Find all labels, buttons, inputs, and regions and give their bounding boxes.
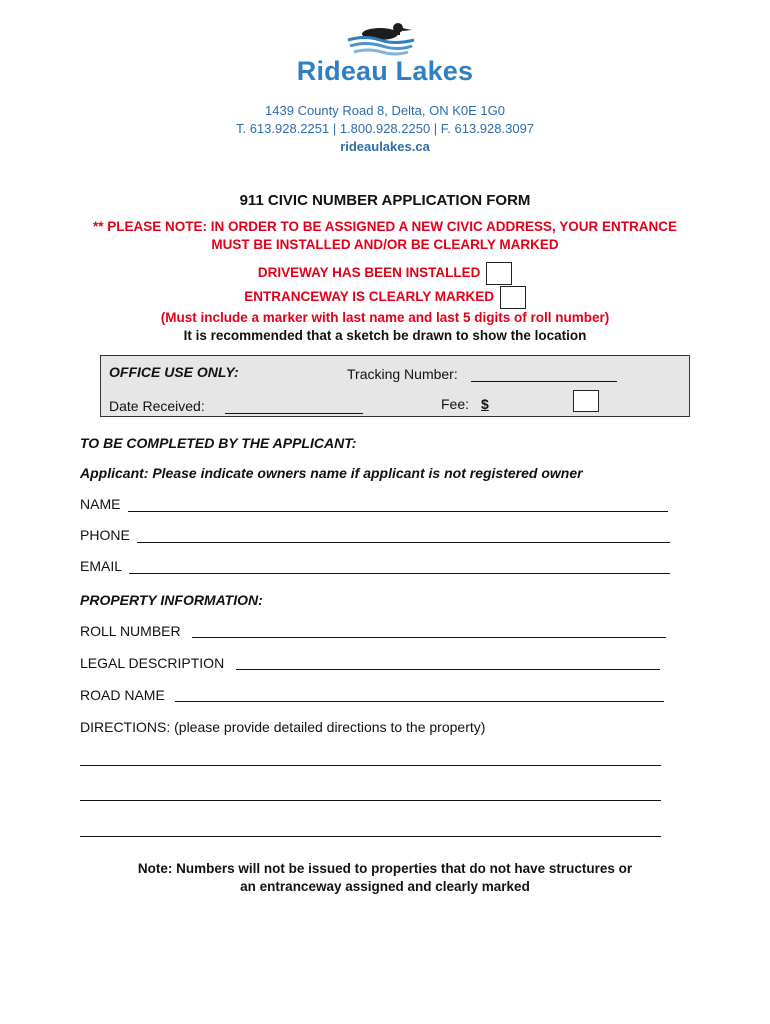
roll-number-label: ROLL NUMBER xyxy=(80,623,181,639)
phone-numbers: T. 613.928.2251 | 1.800.928.2250 | F. 613.928.3097 xyxy=(235,121,535,136)
office-use-title: OFFICE USE ONLY: xyxy=(109,364,239,380)
marker-note: (Must include a marker with last name and last 5 digits of roll number) xyxy=(160,310,610,325)
website-link[interactable]: rideaulakes.ca xyxy=(340,139,430,154)
phone-field[interactable] xyxy=(137,541,670,543)
directions-line-2[interactable] xyxy=(80,799,661,801)
email-field[interactable] xyxy=(129,572,670,574)
roll-number-field[interactable] xyxy=(192,636,666,638)
footer-note-line1: Note: Numbers will not be issued to properties that do not have structures or xyxy=(137,861,633,876)
property-section-title: PROPERTY INFORMATION: xyxy=(80,592,263,608)
fee-label: Fee: xyxy=(441,396,470,412)
applicant-instruction: Applicant: Please indicate owners name if applicant is not registered owner xyxy=(80,465,583,481)
applicant-section-title: TO BE COMPLETED BY THE APPLICANT: xyxy=(80,435,357,451)
form-title: 911 CIVIC NUMBER APPLICATION FORM xyxy=(239,192,531,209)
sketch-recommendation: It is recommended that a sketch be drawn to show the location xyxy=(183,328,587,343)
tracking-number-field[interactable] xyxy=(471,380,617,382)
loon-on-water-icon xyxy=(340,20,420,60)
legal-description-field[interactable] xyxy=(236,668,660,670)
office-use-box xyxy=(100,355,690,417)
fee-checkbox[interactable] xyxy=(573,390,599,412)
directions-label: DIRECTIONS: (please provide detailed directions to the property) xyxy=(80,719,486,735)
driveway-checkbox[interactable] xyxy=(486,262,512,285)
tracking-number-label: Tracking Number: xyxy=(347,366,458,382)
directions-line-3[interactable] xyxy=(80,835,661,837)
date-received-label: Date Received: xyxy=(109,398,205,414)
footer-note-line2: an entranceway assigned and clearly marked xyxy=(240,879,530,894)
entranceway-label: ENTRANCEWAY IS CLEARLY MARKED xyxy=(244,289,495,305)
directions-line-1[interactable] xyxy=(80,764,661,766)
road-name-field[interactable] xyxy=(175,700,664,702)
date-received-field[interactable] xyxy=(225,412,363,414)
brand-name: Rideau Lakes xyxy=(296,56,474,86)
name-field[interactable] xyxy=(128,510,668,512)
driveway-row xyxy=(0,262,770,285)
entrance-note-line1: ** PLEASE NOTE: IN ORDER TO BE ASSIGNED A NEW CIVIC ADDRESS, YOUR ENTRANCE xyxy=(92,219,678,234)
phone-label: PHONE xyxy=(80,527,130,543)
entranceway-checkbox[interactable] xyxy=(500,286,526,309)
name-label: NAME xyxy=(80,496,121,512)
email-label: EMAIL xyxy=(80,558,123,574)
fee-currency: $ xyxy=(481,396,489,412)
driveway-label: DRIVEWAY HAS BEEN INSTALLED xyxy=(257,265,481,281)
entranceway-row xyxy=(0,286,770,309)
road-name-label: ROAD NAME xyxy=(80,687,165,703)
address-text: 1439 County Road 8, Delta, ON K0E 1G0 xyxy=(265,103,505,118)
entrance-note-line2: MUST BE INSTALLED AND/OR BE CLEARLY MARKED xyxy=(211,237,559,252)
legal-description-label: LEGAL DESCRIPTION xyxy=(80,655,225,671)
